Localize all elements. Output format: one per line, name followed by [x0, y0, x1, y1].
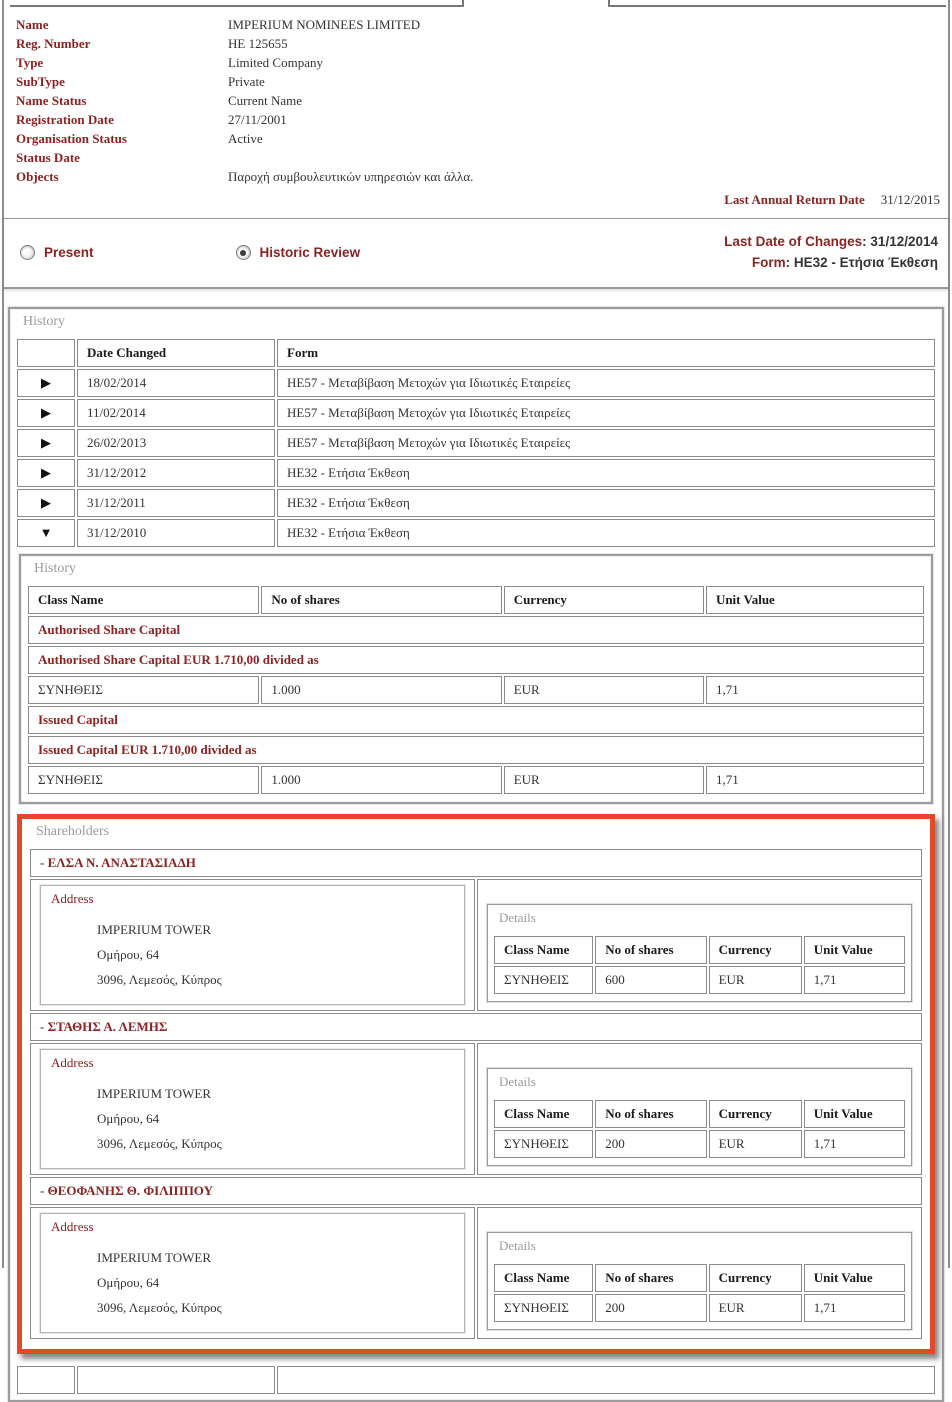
- section-row: [28, 736, 924, 764]
- address-line: 3096, Λεμεσός, Κύπρος: [97, 971, 222, 987]
- no-of-shares-cell: 1.000: [261, 766, 501, 794]
- form-label: Form: [751, 254, 786, 270]
- detail-row-objects: [16, 167, 936, 186]
- field-value: IMPERIUM NOMINEES LIMITED: [228, 17, 421, 32]
- history-row-cutoff: [17, 1366, 935, 1394]
- header-class-name: Class Name: [494, 936, 593, 964]
- address-line: Ομήρου, 64: [97, 1274, 160, 1290]
- header-no-of-shares: No of shares: [595, 936, 706, 964]
- shareholder-address-cell: [30, 1043, 475, 1175]
- header-currency: Currency: [709, 936, 802, 964]
- section-title: Issued Capital EUR 1.710,00 divided as: [28, 736, 924, 764]
- form-cell: HE57 - Μεταβίβαση Μετοχών για Ιδιωτικές Εταιρείες: [277, 399, 935, 427]
- expand-arrow-cell: [17, 1366, 75, 1394]
- field-value: Private: [228, 74, 265, 89]
- address-legend: Address: [51, 1054, 94, 1070]
- header-unit-value: Unit Value: [804, 1264, 905, 1292]
- field-label: Objects: [16, 169, 59, 184]
- shareholder-name: - ΣΤΑΘΗΣ Α. ΛΕΜΗΣ: [30, 1013, 922, 1041]
- address-line: IMPERIUM TOWER: [97, 921, 211, 937]
- header-date-changed: Date Changed: [77, 339, 275, 367]
- header-currency: Currency: [709, 1100, 802, 1128]
- detail-row-reg-number: [16, 34, 936, 53]
- form-cell: HE32 - Ετήσια Έκθεση: [277, 459, 935, 487]
- details-header-row: [494, 1100, 905, 1128]
- header-class-name: Class Name: [494, 1264, 593, 1292]
- history-legend: History: [23, 313, 65, 329]
- history-header-row: [17, 339, 935, 367]
- share-capital-table: [26, 584, 926, 796]
- form-cell: HE32 - Ετήσια Έκθεση: [277, 489, 935, 517]
- shareholder-name-row: [30, 849, 922, 877]
- date-changed-cell: 31/12/2010: [77, 519, 275, 547]
- last-date-of-changes-row: Last Date of Changes: 31/12/2014: [724, 234, 938, 249]
- address-line: 3096, Λεμεσός, Κύπρος: [97, 1135, 222, 1151]
- currency-cell: EUR: [709, 1130, 802, 1158]
- currency-cell: EUR: [504, 676, 704, 704]
- currency-cell: EUR: [709, 1294, 802, 1322]
- details-fieldset: [487, 1232, 912, 1330]
- details-table: [492, 1098, 907, 1160]
- currency-cell: EUR: [504, 766, 704, 794]
- field-label: Registration Date: [16, 112, 114, 127]
- share-capital-fieldset: [19, 554, 933, 804]
- class-name-cell: ΣΥΝΗΘΕΙΣ: [494, 966, 593, 994]
- details-data-row: [494, 966, 905, 994]
- last-annual-return-row: [4, 186, 948, 218]
- header-no-of-shares: No of shares: [261, 586, 501, 614]
- field-label: Name: [16, 17, 49, 32]
- header-currency: Currency: [709, 1264, 802, 1292]
- shareholder-address-cell: [30, 879, 475, 1011]
- details-table: [492, 934, 907, 996]
- currency-cell: EUR: [709, 966, 802, 994]
- last-annual-return-label: Last Annual Return Date: [724, 192, 865, 207]
- view-toggle-radios: [20, 245, 360, 260]
- details-data-row: [494, 1294, 905, 1322]
- radio-present-label: Present: [44, 245, 94, 261]
- spacer: [4, 289, 948, 307]
- radio-historic-review-icon[interactable]: [236, 245, 251, 260]
- shareholder-detail-row: [30, 1043, 922, 1175]
- field-value: 27/11/2001: [228, 112, 287, 127]
- class-name-cell: ΣΥΝΗΘΕΙΣ: [28, 766, 259, 794]
- shareholder-details-cell: [477, 1207, 922, 1339]
- radio-present-icon[interactable]: [20, 245, 35, 260]
- address-line: IMPERIUM TOWER: [97, 1249, 211, 1265]
- section-row: [28, 646, 924, 674]
- header-unit-value: Unit Value: [804, 1100, 905, 1128]
- collapse-arrow-icon[interactable]: ▼: [17, 519, 75, 547]
- date-changed-cell: 31/12/2012: [77, 459, 275, 487]
- form-cell: HE32 - Ετήσια Έκθεση: [277, 519, 935, 547]
- unit-value-cell: 1,71: [804, 966, 905, 994]
- shareholders-table: [28, 847, 924, 1341]
- shareholders-fieldset: [17, 814, 935, 1354]
- form-cell: HE57 - Μεταβίβαση Μετοχών για Ιδιωτικές Εταιρείες: [277, 369, 935, 397]
- header-unit-value: Unit Value: [706, 586, 924, 614]
- page-frame: [2, 0, 950, 1315]
- no-of-shares-cell: 200: [595, 1294, 706, 1322]
- unit-value-cell: 1,71: [804, 1294, 905, 1322]
- shareholders-legend: Shareholders: [36, 823, 110, 839]
- detail-row-status-date: [16, 148, 936, 167]
- history-row: [17, 459, 935, 487]
- shareholder-details-cell: [477, 879, 922, 1011]
- detail-row-name: [16, 15, 936, 34]
- header-no-of-shares: No of shares: [595, 1264, 706, 1292]
- shareholder-detail-row: [30, 1207, 922, 1339]
- shareholder-address-cell: [30, 1207, 475, 1339]
- section-title: Issued Capital: [28, 706, 924, 734]
- history-row: [17, 489, 935, 517]
- share-capital-header-row: [28, 586, 924, 614]
- field-value: Active: [228, 131, 263, 146]
- detail-row-type: [16, 53, 936, 72]
- shareholder-name: - ΘΕΟΦΑΝΗΣ Θ. ΦΙΛΙΠΠΟΥ: [30, 1177, 922, 1205]
- field-label: Reg. Number: [16, 36, 91, 51]
- changes-info: [724, 232, 938, 274]
- expand-arrow-icon[interactable]: ▶: [17, 459, 75, 487]
- detail-row-subtype: [16, 72, 936, 91]
- form-row: Form: HE32 - Ετήσια Έκθεση: [751, 254, 938, 270]
- field-value: Παροχή συμβουλευτικών υπηρεσιών και άλλα.: [228, 169, 474, 184]
- form-value: HE32 - Ετήσια Έκθεση: [793, 254, 938, 270]
- address-fieldset: [40, 885, 465, 1005]
- history-table: [15, 337, 937, 1396]
- class-name-cell: ΣΥΝΗΘΕΙΣ: [494, 1294, 593, 1322]
- last-date-of-changes-value: 31/12/2014: [870, 234, 938, 249]
- cropped-top-panels: [4, 0, 948, 5]
- radio-present[interactable]: [20, 245, 94, 260]
- no-of-shares-cell: 1.000: [261, 676, 501, 704]
- cropped-panel-left: [10, 0, 464, 7]
- no-of-shares-cell: 200: [595, 1130, 706, 1158]
- details-header-row: [494, 1264, 905, 1292]
- class-name-cell: ΣΥΝΗΘΕΙΣ: [28, 676, 259, 704]
- share-capital-data-row: [28, 766, 924, 794]
- unit-value-cell: 1,71: [706, 676, 924, 704]
- unit-value-cell: 1,71: [706, 766, 924, 794]
- cropped-panel-right: [608, 0, 946, 7]
- field-value: Limited Company: [228, 55, 323, 70]
- field-label: Type: [16, 55, 44, 70]
- company-details-section: [4, 5, 948, 186]
- shareholder-details-cell: [477, 1043, 922, 1175]
- field-value: Current Name: [228, 93, 303, 108]
- address-legend: Address: [51, 1218, 94, 1234]
- share-capital-legend: History: [34, 560, 76, 576]
- section-title: Authorised Share Capital EUR 1.710,00 divided as: [28, 646, 924, 674]
- unit-value-cell: 1,71: [804, 1130, 905, 1158]
- section-row: [28, 706, 924, 734]
- address-line: IMPERIUM TOWER: [97, 1085, 211, 1101]
- history-row-expanded: [17, 519, 935, 547]
- detail-row-registration-date: [16, 110, 936, 129]
- section-row: [28, 616, 924, 644]
- shareholder-name: - ΕΛΣΑ Ν. ΑΝΑΣΤΑΣΙΑΔΗ: [30, 849, 922, 877]
- shareholder-name-row: [30, 1177, 922, 1205]
- shareholder-name-row: [30, 1013, 922, 1041]
- expand-arrow-icon[interactable]: ▶: [17, 399, 75, 427]
- form-cell: HE57 - Μεταβίβαση Μετοχών για Ιδιωτικές Εταιρείες: [277, 429, 935, 457]
- field-value: HE 125655: [228, 36, 288, 51]
- form-cell: [277, 1366, 935, 1394]
- address-fieldset: [40, 1049, 465, 1169]
- view-toggle-panel: [4, 218, 948, 289]
- expand-arrow-icon[interactable]: ▶: [17, 429, 75, 457]
- header-currency: Currency: [504, 586, 704, 614]
- details-legend: Details: [499, 1237, 536, 1253]
- shareholder-detail-row: [30, 879, 922, 1011]
- address-line: 3096, Λεμεσός, Κύπρος: [97, 1299, 222, 1315]
- details-legend: Details: [499, 909, 536, 925]
- radio-historic-review-label: Historic Review: [259, 245, 361, 261]
- field-label: Organisation Status: [16, 131, 127, 146]
- date-changed-cell: [77, 1366, 275, 1394]
- details-header-row: [494, 936, 905, 964]
- date-changed-cell: 26/02/2013: [77, 429, 275, 457]
- details-fieldset: [487, 904, 912, 1002]
- last-date-of-changes-label: Last Date of Changes: [724, 234, 863, 249]
- history-row: [17, 429, 935, 457]
- details-fieldset: [487, 1068, 912, 1166]
- date-changed-cell: 18/02/2014: [77, 369, 275, 397]
- share-capital-data-row: [28, 676, 924, 704]
- section-title: Authorised Share Capital: [28, 616, 924, 644]
- details-data-row: [494, 1130, 905, 1158]
- date-changed-cell: 11/02/2014: [77, 399, 275, 427]
- field-label: Status Date: [16, 150, 80, 165]
- address-legend: Address: [51, 890, 94, 906]
- address-fieldset: [40, 1213, 465, 1333]
- address-line: Ομήρου, 64: [97, 946, 160, 962]
- header-unit-value: Unit Value: [804, 936, 905, 964]
- field-label: SubType: [16, 74, 65, 89]
- no-of-shares-cell: 600: [595, 966, 706, 994]
- detail-row-organisation-status: [16, 129, 936, 148]
- radio-historic-review[interactable]: [236, 245, 361, 260]
- history-row: [17, 399, 935, 427]
- header-no-of-shares: No of shares: [595, 1100, 706, 1128]
- field-label: Name Status: [16, 93, 87, 108]
- history-fieldset: [8, 307, 944, 1402]
- expand-arrow-icon[interactable]: ▶: [17, 489, 75, 517]
- last-annual-return-value: 31/12/2015: [880, 192, 940, 207]
- header-form: Form: [277, 339, 935, 367]
- expand-arrow-icon[interactable]: ▶: [17, 369, 75, 397]
- class-name-cell: ΣΥΝΗΘΕΙΣ: [494, 1130, 593, 1158]
- header-class-name: Class Name: [28, 586, 259, 614]
- date-changed-cell: 31/12/2011: [77, 489, 275, 517]
- history-row: [17, 369, 935, 397]
- history-expansion-area: [17, 549, 935, 1364]
- details-table: [492, 1262, 907, 1324]
- header-arrow: [17, 339, 75, 367]
- address-line: Ομήρου, 64: [97, 1110, 160, 1126]
- detail-row-name-status: [16, 91, 936, 110]
- history-expansion-row: [17, 549, 935, 1364]
- header-class-name: Class Name: [494, 1100, 593, 1128]
- details-legend: Details: [499, 1073, 536, 1089]
